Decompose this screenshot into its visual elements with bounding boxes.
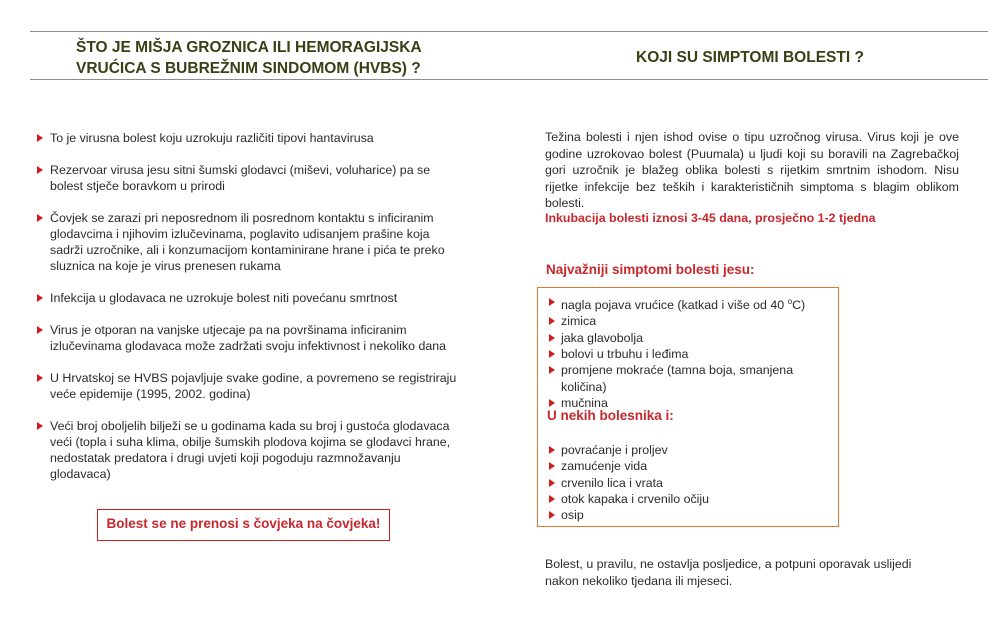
bullet-text: Čovjek se zarazi pri neposrednom ili posrednom kontaktu s inficiranim glodavcima i njihovim izlučevinama, poglavito udisanjem prašine koja sadrži uzročnike, ali i konzumacijom kontaminirane hrane i pića te preko sluznica na koje je virus prenesen rukama (50, 211, 445, 273)
symptom-text: zimica (561, 314, 597, 329)
bullet-triangle-icon (37, 374, 43, 382)
incubation-text: Inkubacija bolesti iznosi 3-45 dana, prosječno 1-2 tjedna (545, 211, 876, 225)
left-heading-line2: VRUĆICA S BUBREŽNIM SINDOMOM (HVBS) ? (76, 60, 421, 77)
list-item (549, 362, 834, 395)
bullet-triangle-icon (37, 422, 43, 430)
symptom-text: jaka glavobolja (561, 330, 643, 345)
right-heading: KOJI SU SIMPTOMI BOLESTI ? (636, 49, 864, 66)
bullet-triangle-icon (549, 446, 555, 454)
bullet-text: Rezervoar virusa jesu sitni šumski glodavci (miševi, voluharice) pa se bolest stječe boravkom u prirodi (50, 163, 431, 193)
bullet-triangle-icon (549, 511, 555, 519)
degree-sup: o (787, 297, 793, 306)
list-item (549, 475, 834, 491)
list-item (37, 290, 457, 306)
bullet-triangle-icon (549, 298, 555, 306)
bullet-triangle-icon (37, 294, 43, 302)
other-symptoms-list (549, 442, 834, 523)
list-item (549, 346, 834, 362)
symptom-text: crvenilo lica i vrata (561, 475, 663, 490)
bullet-triangle-icon (549, 366, 555, 374)
bullet-triangle-icon (549, 479, 555, 487)
list-item (549, 294, 834, 313)
no-transmission-warning: Bolest se ne prenosi s čovjeka na čovjeka! (97, 509, 390, 541)
symptom-text: povraćanje i proljev (561, 443, 668, 457)
list-item (549, 313, 834, 329)
symptom-text: promjene mokraće (tamna boja, smanjena količina) (561, 363, 794, 394)
left-bullet-list (37, 130, 457, 498)
fever-unit: C) (792, 298, 806, 313)
bullet-triangle-icon (37, 134, 43, 142)
list-item (549, 458, 834, 474)
bullet-text: U Hrvatskoj se HVBS pojavljuje svake godine, a povremeno se registriraju veće epidemije (1995, 2002. godina) (50, 371, 457, 401)
symptom-text: mučnina (561, 395, 608, 410)
bullet-triangle-icon (37, 326, 43, 334)
list-item (549, 491, 834, 507)
symptom-text: bolovi u trbuhu i leđima (561, 347, 689, 362)
top-rule (30, 31, 988, 32)
main-symptoms-list (549, 294, 834, 411)
symptoms-box (537, 287, 839, 527)
bullet-triangle-icon (549, 399, 555, 407)
fever-text: nagla pojava vrućice (katkad i više od 40 (561, 298, 788, 313)
bullet-triangle-icon (549, 495, 555, 503)
bullet-text: Infekcija u glodavaca ne uzrokuje bolest niti povećanu smrtnost (50, 291, 398, 305)
symptom-text: otok kapaka i crvenilo očiju (561, 491, 710, 506)
bullet-triangle-icon (549, 462, 555, 470)
bullet-text: To je virusna bolest koju uzrokuju različiti tipovi hantavirusa (50, 131, 374, 145)
bullet-text: Virus je otporan na vanjske utjecaje pa na površinama inficiranim izlučevinama glodavaca može zadržati svoju infektivnost i nekoliko dana (50, 323, 447, 353)
bullet-triangle-icon (37, 214, 43, 222)
some-patients-title: U nekih bolesnika i: (547, 408, 674, 423)
bullet-triangle-icon (549, 334, 555, 342)
list-item (549, 507, 834, 523)
bullet-triangle-icon (549, 317, 555, 325)
list-item (37, 130, 457, 146)
list-item (549, 330, 834, 346)
intro-paragraph: Težina bolesti i njen ishod ovise o tipu uzročnog virusa. Virus koji je ove godine uzrokovao bolest (Puumala) u ljudi koji su boravili na Zagrebačkoj gori uzročnik je blažeg oblika bolesti s rijetkim smrtnim ishodom. Nisu rijetke infekcije bez teških i karakterističnih simptoma s blagim oblikom bolesti. (545, 130, 959, 210)
left-heading (76, 37, 422, 79)
bullet-triangle-icon (37, 166, 43, 174)
symptom-text: osip (561, 508, 584, 523)
list-item (549, 442, 834, 458)
list-item (37, 418, 457, 482)
list-item (37, 162, 457, 194)
bottom-rule (30, 79, 988, 80)
list-item (37, 322, 457, 354)
outcome-paragraph: Bolest, u pravilu, ne ostavlja posljedice, a potpuni oporavak uslijedi nakon nekoliko tjedana ili mjeseci. (545, 557, 912, 588)
symptom-text: zamućenje vida (561, 459, 648, 474)
main-symptoms-title: Najvažniji simptomi bolesti jesu: (546, 262, 755, 277)
bullet-text: Veći broj oboljelih bilježi se u godinama kada su broj i gustoća glodavaca veći (topla i suha klima, obilje šumskih plodova kojima se glodavci hrane, nedostatak predatora i drugi uvjeti koji pogoduju razmnožavanju glodavaca) (50, 419, 451, 481)
list-item (37, 370, 457, 402)
left-heading-line1: ŠTO JE MIŠJA GROZNICA ILI HEMORAGIJSKA (76, 39, 422, 56)
bullet-triangle-icon (549, 350, 555, 358)
list-item (37, 210, 457, 274)
